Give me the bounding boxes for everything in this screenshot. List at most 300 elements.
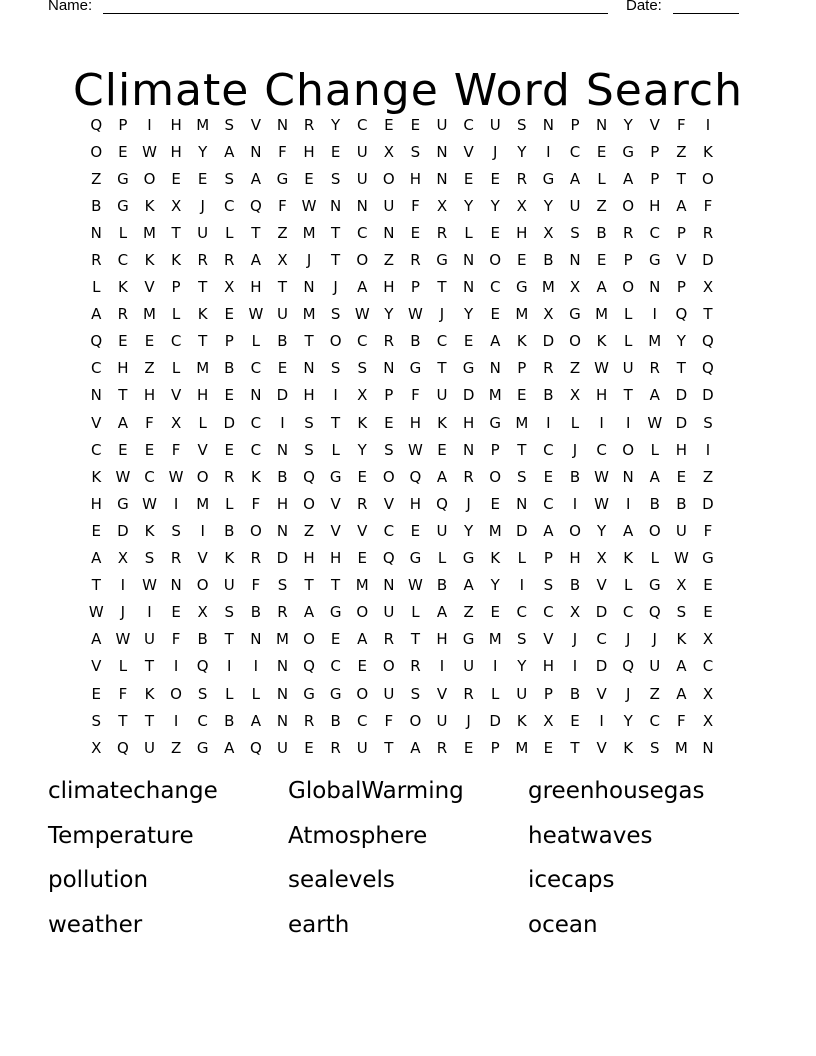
grid-letter[interactable]: L xyxy=(225,684,234,703)
grid-letter[interactable]: L xyxy=(464,223,473,242)
grid-letter[interactable]: K xyxy=(516,711,527,730)
grid-letter[interactable]: B xyxy=(596,223,607,242)
grid-letter[interactable]: W xyxy=(301,196,317,215)
grid-letter[interactable]: I xyxy=(705,115,711,134)
grid-letter[interactable]: E xyxy=(384,413,394,432)
grid-letter[interactable]: L xyxy=(92,278,101,297)
grid-letter[interactable]: B xyxy=(91,196,102,215)
grid-letter[interactable]: T xyxy=(118,386,128,405)
grid-letter[interactable]: C xyxy=(250,413,262,432)
grid-letter[interactable]: W xyxy=(142,142,157,161)
grid-letter[interactable]: K xyxy=(197,305,208,324)
grid-letter[interactable]: D xyxy=(276,549,289,568)
grid-letter[interactable]: C xyxy=(436,332,448,351)
grid-letter[interactable]: A xyxy=(436,603,448,622)
grid-letter[interactable]: X xyxy=(569,278,581,297)
grid-letter[interactable]: T xyxy=(703,305,713,324)
grid-letter[interactable]: W xyxy=(594,359,609,378)
grid-letter[interactable]: C xyxy=(91,359,102,378)
grid-letter[interactable]: U xyxy=(463,657,475,676)
grid-letter[interactable]: Q xyxy=(303,657,315,676)
grid-letter[interactable]: E xyxy=(463,332,474,351)
grid-letter[interactable]: N xyxy=(702,738,714,757)
grid-letter[interactable]: D xyxy=(702,386,714,405)
grid-letter[interactable]: V xyxy=(197,440,208,459)
grid-letter[interactable]: D xyxy=(675,413,688,432)
grid-letter[interactable]: I xyxy=(705,440,711,459)
grid-letter[interactable]: N xyxy=(542,115,554,134)
grid-letter[interactable]: X xyxy=(676,576,687,595)
grid-letter[interactable]: E xyxy=(410,223,421,242)
grid-letter[interactable]: M xyxy=(674,738,688,757)
grid-letter[interactable]: N xyxy=(436,142,448,161)
grid-letter[interactable]: K xyxy=(596,332,607,351)
grid-letter[interactable]: Q xyxy=(90,332,103,351)
grid-letter[interactable]: A xyxy=(649,467,660,486)
grid-letter[interactable]: U xyxy=(649,657,661,676)
grid-letter[interactable]: S xyxy=(676,603,687,622)
grid-letter[interactable]: A xyxy=(357,278,368,297)
grid-letter[interactable]: R xyxy=(436,738,448,757)
grid-letter[interactable]: K xyxy=(91,467,102,486)
grid-letter[interactable]: B xyxy=(676,494,687,513)
grid-letter[interactable]: H xyxy=(516,223,528,242)
grid-letter[interactable]: L xyxy=(198,413,207,432)
grid-letter[interactable]: L xyxy=(171,359,181,378)
grid-letter[interactable]: H xyxy=(409,494,422,513)
grid-letter[interactable]: R xyxy=(330,738,341,757)
grid-letter[interactable]: Q xyxy=(622,657,635,676)
grid-letter[interactable]: H xyxy=(143,386,156,405)
grid-letter[interactable]: H xyxy=(303,386,315,405)
grid-letter[interactable]: J xyxy=(466,711,471,730)
grid-letter[interactable]: M xyxy=(488,630,502,649)
grid-letter[interactable]: B xyxy=(197,630,208,649)
grid-letter[interactable]: V xyxy=(250,115,261,134)
grid-letter[interactable]: D xyxy=(702,494,714,513)
grid-letter[interactable]: M xyxy=(275,630,289,649)
grid-letter[interactable]: H xyxy=(303,142,315,161)
grid-letter[interactable]: K xyxy=(357,413,368,432)
grid-letter[interactable]: Q xyxy=(702,359,714,378)
grid-letter[interactable]: X xyxy=(117,549,129,568)
grid-letter[interactable]: G xyxy=(569,305,581,324)
grid-letter[interactable]: L xyxy=(411,603,420,622)
grid-letter[interactable]: Y xyxy=(464,305,474,324)
grid-letter[interactable]: X xyxy=(383,142,394,161)
grid-letter[interactable]: W xyxy=(647,413,663,432)
grid-letter[interactable]: R xyxy=(250,549,262,568)
grid-letter[interactable]: O xyxy=(569,521,581,540)
grid-letter[interactable]: M xyxy=(302,305,316,324)
grid-letter[interactable]: E xyxy=(118,440,128,459)
grid-letter[interactable]: E xyxy=(703,603,713,622)
grid-letter[interactable]: B xyxy=(330,711,341,730)
grid-letter[interactable]: B xyxy=(277,332,288,351)
grid-letter[interactable]: R xyxy=(543,359,554,378)
grid-letter[interactable]: F xyxy=(411,386,420,405)
grid-letter[interactable]: W xyxy=(115,467,131,486)
grid-letter[interactable]: E xyxy=(384,115,394,134)
grid-letter[interactable]: E xyxy=(118,142,128,161)
grid-letter[interactable]: L xyxy=(118,657,128,676)
grid-letter[interactable]: K xyxy=(623,549,634,568)
grid-letter[interactable]: A xyxy=(91,305,102,324)
grid-letter[interactable]: G xyxy=(117,494,129,513)
grid-letter[interactable]: W xyxy=(408,576,423,595)
grid-letter[interactable]: E xyxy=(463,738,474,757)
grid-letter[interactable]: L xyxy=(251,332,261,351)
grid-letter[interactable]: D xyxy=(516,521,528,540)
grid-letter[interactable]: I xyxy=(120,576,126,595)
grid-letter[interactable]: C xyxy=(170,332,182,351)
grid-letter[interactable]: H xyxy=(409,169,422,188)
grid-letter[interactable]: E xyxy=(490,223,500,242)
grid-letter[interactable]: X xyxy=(702,684,714,703)
grid-letter[interactable]: I xyxy=(200,521,205,540)
grid-letter[interactable]: U xyxy=(143,738,155,757)
grid-letter[interactable]: R xyxy=(197,251,208,270)
grid-letter[interactable]: V xyxy=(330,494,341,513)
grid-letter[interactable]: N xyxy=(462,251,475,270)
grid-letter[interactable]: H xyxy=(542,657,555,676)
grid-letter[interactable]: U xyxy=(675,521,687,540)
grid-letter[interactable]: N xyxy=(276,684,289,703)
grid-letter[interactable]: P xyxy=(490,738,500,757)
grid-letter[interactable]: U xyxy=(356,169,368,188)
grid-letter[interactable]: N xyxy=(383,576,395,595)
grid-letter[interactable]: U xyxy=(276,305,288,324)
grid-letter[interactable]: P xyxy=(410,278,420,297)
grid-letter[interactable]: Z xyxy=(383,251,394,270)
grid-letter[interactable]: I xyxy=(173,711,179,730)
grid-letter[interactable]: K xyxy=(144,521,155,540)
grid-letter[interactable]: I xyxy=(253,657,259,676)
grid-letter[interactable]: G xyxy=(117,196,129,215)
grid-letter[interactable]: T xyxy=(304,332,314,351)
grid-letter[interactable]: X xyxy=(357,386,368,405)
grid-letter[interactable]: E xyxy=(543,467,554,486)
grid-letter[interactable]: K xyxy=(703,142,713,161)
grid-letter[interactable]: X xyxy=(436,196,448,215)
grid-letter[interactable]: E xyxy=(91,684,102,703)
grid-letter[interactable]: C xyxy=(250,359,262,378)
grid-letter[interactable]: I xyxy=(599,413,604,432)
grid-letter[interactable]: U xyxy=(383,196,395,215)
grid-letter[interactable]: F xyxy=(411,196,420,215)
grid-letter[interactable]: O xyxy=(356,603,369,622)
grid-letter[interactable]: C xyxy=(649,711,660,730)
grid-letter[interactable]: B xyxy=(543,251,554,270)
grid-letter[interactable]: Q xyxy=(196,657,209,676)
grid-letter[interactable]: U xyxy=(223,576,235,595)
grid-letter[interactable]: X xyxy=(702,630,714,649)
grid-letter[interactable]: L xyxy=(437,549,447,568)
grid-letter[interactable]: B xyxy=(224,711,235,730)
grid-letter[interactable]: B xyxy=(569,576,581,595)
grid-letter[interactable]: A xyxy=(224,142,235,161)
grid-letter[interactable]: J xyxy=(652,630,657,649)
grid-letter[interactable]: F xyxy=(171,630,181,649)
grid-letter[interactable]: O xyxy=(382,657,395,676)
grid-letter[interactable]: S xyxy=(224,115,235,134)
grid-letter[interactable]: H xyxy=(170,115,182,134)
grid-letter[interactable]: O xyxy=(356,251,369,270)
grid-letter[interactable]: Q xyxy=(90,115,103,134)
grid-letter[interactable]: E xyxy=(517,386,527,405)
grid-letter[interactable]: P xyxy=(118,115,128,134)
grid-letter[interactable]: W xyxy=(354,305,370,324)
grid-letter[interactable]: A xyxy=(623,169,634,188)
grid-letter[interactable]: I xyxy=(519,576,525,595)
grid-letter[interactable]: C xyxy=(356,332,368,351)
grid-letter[interactable]: O xyxy=(382,467,395,486)
grid-letter[interactable]: K xyxy=(117,278,128,297)
grid-letter[interactable]: W xyxy=(115,630,131,649)
grid-letter[interactable]: A xyxy=(490,332,501,351)
grid-letter[interactable]: L xyxy=(225,223,234,242)
grid-letter[interactable]: J xyxy=(466,494,471,513)
grid-letter[interactable]: T xyxy=(517,440,527,459)
grid-letter[interactable]: S xyxy=(517,467,527,486)
grid-letter[interactable]: C xyxy=(356,711,368,730)
grid-letter[interactable]: M xyxy=(541,278,555,297)
grid-letter[interactable]: L xyxy=(623,576,633,595)
grid-letter[interactable]: R xyxy=(357,494,368,513)
grid-letter[interactable]: A xyxy=(303,603,315,622)
grid-letter[interactable]: F xyxy=(171,440,181,459)
grid-letter[interactable]: P xyxy=(171,278,181,297)
grid-letter[interactable]: D xyxy=(702,251,714,270)
grid-letter[interactable]: X xyxy=(702,278,714,297)
grid-letter[interactable]: X xyxy=(91,738,102,757)
grid-letter[interactable]: C xyxy=(250,440,262,459)
grid-letter[interactable]: R xyxy=(303,115,315,134)
grid-letter[interactable]: O xyxy=(569,332,581,351)
grid-letter[interactable]: N xyxy=(569,251,581,270)
grid-letter[interactable]: I xyxy=(599,711,604,730)
grid-letter[interactable]: K xyxy=(224,549,235,568)
grid-letter[interactable]: D xyxy=(223,413,236,432)
grid-letter[interactable]: A xyxy=(250,251,261,270)
grid-letter[interactable]: A xyxy=(543,521,554,540)
grid-letter[interactable]: A xyxy=(463,576,474,595)
grid-letter[interactable]: Z xyxy=(569,359,581,378)
grid-letter[interactable]: O xyxy=(303,630,315,649)
grid-letter[interactable]: E xyxy=(224,440,234,459)
grid-letter[interactable]: L xyxy=(251,684,261,703)
grid-letter[interactable]: E xyxy=(171,169,181,188)
grid-letter[interactable]: G xyxy=(622,142,634,161)
grid-letter[interactable]: T xyxy=(331,251,341,270)
grid-letter[interactable]: H xyxy=(436,630,448,649)
grid-letter[interactable]: N xyxy=(303,359,315,378)
grid-letter[interactable]: R xyxy=(516,169,528,188)
grid-letter[interactable]: A xyxy=(250,711,261,730)
grid-letter[interactable]: E xyxy=(517,251,527,270)
grid-letter[interactable]: B xyxy=(224,359,235,378)
grid-letter[interactable]: U xyxy=(197,223,209,242)
grid-letter[interactable]: G xyxy=(329,603,342,622)
grid-letter[interactable]: M xyxy=(648,332,662,351)
grid-letter[interactable]: T xyxy=(437,278,447,297)
grid-letter[interactable]: X xyxy=(224,278,235,297)
grid-letter[interactable]: S xyxy=(91,711,102,730)
grid-letter[interactable]: I xyxy=(572,494,578,513)
grid-letter[interactable]: V xyxy=(676,251,687,270)
grid-letter[interactable]: S xyxy=(304,440,314,459)
grid-letter[interactable]: Q xyxy=(382,549,395,568)
grid-letter[interactable]: E xyxy=(410,521,421,540)
grid-letter[interactable]: F xyxy=(677,115,686,134)
grid-letter[interactable]: H xyxy=(170,142,182,161)
grid-letter[interactable]: H xyxy=(675,440,687,459)
grid-letter[interactable]: E xyxy=(357,549,367,568)
grid-letter[interactable]: W xyxy=(594,467,609,486)
grid-letter[interactable]: B xyxy=(250,603,261,622)
grid-letter[interactable]: F xyxy=(278,142,287,161)
grid-letter[interactable]: T xyxy=(331,413,341,432)
grid-letter[interactable]: C xyxy=(649,223,660,242)
grid-letter[interactable]: M xyxy=(515,738,529,757)
grid-letter[interactable]: R xyxy=(224,467,235,486)
grid-letter[interactable]: X xyxy=(543,305,554,324)
grid-letter[interactable]: C xyxy=(596,630,607,649)
grid-letter[interactable]: V xyxy=(144,278,155,297)
grid-letter[interactable]: H xyxy=(303,549,315,568)
grid-letter[interactable]: T xyxy=(410,630,420,649)
grid-letter[interactable]: N xyxy=(170,576,182,595)
grid-letter[interactable]: Z xyxy=(170,738,182,757)
grid-letter[interactable]: F xyxy=(677,711,686,730)
grid-letter[interactable]: Y xyxy=(543,196,553,215)
grid-letter[interactable]: L xyxy=(623,305,633,324)
grid-letter[interactable]: T xyxy=(570,738,580,757)
grid-letter[interactable]: U xyxy=(569,196,581,215)
grid-letter[interactable]: C xyxy=(330,657,341,676)
grid-letter[interactable]: E xyxy=(490,169,500,188)
grid-letter[interactable]: X xyxy=(596,549,607,568)
grid-letter[interactable]: C xyxy=(516,603,528,622)
grid-letter[interactable]: D xyxy=(542,332,555,351)
grid-letter[interactable]: T xyxy=(144,657,155,676)
grid-letter[interactable]: G xyxy=(489,413,502,432)
grid-letter[interactable]: P xyxy=(570,115,580,134)
grid-letter[interactable]: T xyxy=(198,332,208,351)
grid-letter[interactable]: L xyxy=(517,549,526,568)
grid-letter[interactable]: U xyxy=(489,115,501,134)
grid-letter[interactable]: W xyxy=(408,305,423,324)
grid-letter[interactable]: K xyxy=(144,251,155,270)
grid-letter[interactable]: N xyxy=(356,196,368,215)
grid-letter[interactable]: V xyxy=(596,738,607,757)
grid-letter[interactable]: I xyxy=(147,603,152,622)
grid-letter[interactable]: S xyxy=(224,169,235,188)
grid-letter[interactable]: E xyxy=(144,440,155,459)
grid-letter[interactable]: Y xyxy=(464,521,474,540)
grid-letter[interactable]: O xyxy=(90,142,103,161)
grid-letter[interactable]: H xyxy=(595,386,608,405)
grid-letter[interactable]: U xyxy=(143,630,155,649)
grid-letter[interactable]: F xyxy=(118,684,128,703)
grid-letter[interactable]: M xyxy=(143,223,156,242)
grid-letter[interactable]: U xyxy=(356,738,368,757)
grid-letter[interactable]: G xyxy=(648,576,661,595)
grid-letter[interactable]: I xyxy=(546,413,551,432)
grid-letter[interactable]: S xyxy=(517,115,527,134)
grid-letter[interactable]: Y xyxy=(464,196,474,215)
grid-letter[interactable]: X xyxy=(543,711,554,730)
grid-letter[interactable]: S xyxy=(224,603,235,622)
grid-letter[interactable]: C xyxy=(117,251,129,270)
grid-letter[interactable]: P xyxy=(623,251,633,270)
grid-letter[interactable]: R xyxy=(303,711,315,730)
grid-letter[interactable]: P xyxy=(543,684,553,703)
grid-letter[interactable]: M xyxy=(595,305,609,324)
grid-letter[interactable]: L xyxy=(225,494,234,513)
grid-letter[interactable]: Z xyxy=(144,359,155,378)
grid-letter[interactable]: Z xyxy=(303,521,315,540)
grid-letter[interactable]: P xyxy=(650,142,660,161)
grid-letter[interactable]: V xyxy=(596,576,607,595)
grid-letter[interactable]: S xyxy=(330,169,341,188)
grid-letter[interactable]: F xyxy=(251,494,261,513)
grid-letter[interactable]: C xyxy=(224,196,235,215)
grid-letter[interactable]: O xyxy=(489,251,502,270)
grid-letter[interactable]: S xyxy=(384,440,394,459)
grid-letter[interactable]: O xyxy=(249,521,262,540)
grid-letter[interactable]: Y xyxy=(517,142,527,161)
grid-letter[interactable]: K xyxy=(676,630,687,649)
grid-letter[interactable]: U xyxy=(436,711,448,730)
grid-letter[interactable]: O xyxy=(170,684,182,703)
grid-letter[interactable]: N xyxy=(90,223,102,242)
grid-letter[interactable]: X xyxy=(170,196,182,215)
grid-letter[interactable]: O xyxy=(622,196,635,215)
grid-letter[interactable]: F xyxy=(703,196,713,215)
grid-letter[interactable]: E xyxy=(596,142,607,161)
grid-letter[interactable]: J xyxy=(200,196,205,215)
grid-letter[interactable]: E xyxy=(330,630,341,649)
grid-letter[interactable]: L xyxy=(650,440,659,459)
grid-letter[interactable]: A xyxy=(596,278,607,297)
grid-letter[interactable]: O xyxy=(303,494,315,513)
grid-letter[interactable]: B xyxy=(410,332,421,351)
grid-letter[interactable]: U xyxy=(436,115,448,134)
grid-letter[interactable]: L xyxy=(491,684,500,703)
grid-letter[interactable]: K xyxy=(171,251,181,270)
grid-letter[interactable]: G xyxy=(409,549,422,568)
grid-letter[interactable]: R xyxy=(91,251,102,270)
grid-letter[interactable]: T xyxy=(437,359,447,378)
grid-letter[interactable]: L xyxy=(171,305,181,324)
grid-letter[interactable]: R xyxy=(463,684,474,703)
grid-letter[interactable]: Y xyxy=(517,657,527,676)
grid-letter[interactable]: I xyxy=(546,142,551,161)
grid-letter[interactable]: F xyxy=(278,196,287,215)
grid-letter[interactable]: R xyxy=(702,223,714,242)
grid-letter[interactable]: S xyxy=(703,413,713,432)
grid-letter[interactable]: I xyxy=(625,413,631,432)
grid-letter[interactable]: H xyxy=(330,549,342,568)
grid-letter[interactable]: V xyxy=(357,521,368,540)
grid-letter[interactable]: T xyxy=(171,223,181,242)
grid-letter[interactable]: A xyxy=(623,521,634,540)
grid-letter[interactable]: P xyxy=(224,332,234,351)
grid-letter[interactable]: H xyxy=(90,494,102,513)
grid-letter[interactable]: C xyxy=(356,115,368,134)
grid-letter[interactable]: C xyxy=(543,603,554,622)
